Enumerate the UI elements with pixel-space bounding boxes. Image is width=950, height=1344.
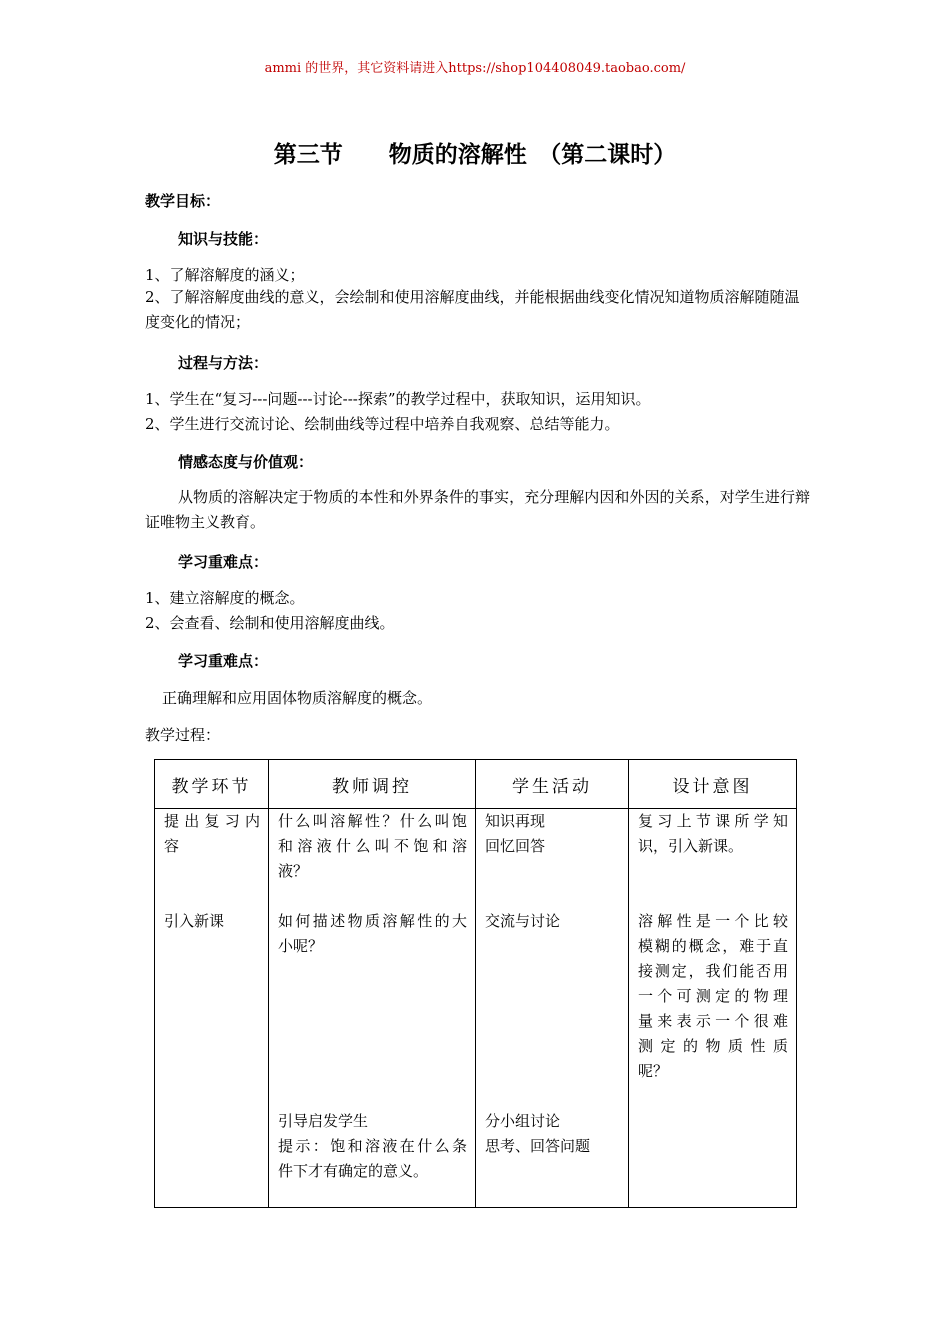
header-student-activity: 学生活动	[476, 760, 629, 809]
stage-line: 引入新课	[164, 912, 225, 930]
teacher-line: 小呢？	[278, 937, 324, 955]
teacher-line: 液？	[278, 862, 309, 880]
key-point-1: 1、建立溶解度的概念。	[145, 589, 305, 607]
intent-line: 接测定，我们能否用	[638, 962, 788, 980]
difficult-points-text: 正确理解和应用固体物质溶解度的概念。	[162, 689, 433, 707]
process-item-2: 2、学生进行交流讨论、绘制曲线等过程中培养自我观察、总结等能力。	[145, 415, 620, 433]
header-teacher-control: 教师调控	[269, 760, 476, 809]
student-line: 思考、回答问题	[485, 1137, 591, 1155]
page-header-watermark: ammi 的世界，其它资料请进入https://shop104408049.taobao.com/	[264, 61, 686, 76]
knowledge-item-1: 1、了解溶解度的涵义；	[145, 266, 305, 284]
objectives-heading: 教学目标：	[145, 192, 221, 210]
teacher-line: 如何描述物质溶解性的大	[278, 912, 467, 930]
stage-line: 容	[164, 837, 180, 855]
teacher-line: 件下才有确定的意义。	[278, 1162, 429, 1180]
student-line: 交流与讨论	[485, 912, 561, 930]
intent-line: 溶解性是一个比较	[638, 912, 788, 930]
design-intent-cell	[629, 809, 797, 1208]
intent-line: 复习上节课所学知	[638, 812, 788, 830]
teacher-line: 什么叫溶解性？什么叫饱	[278, 812, 467, 830]
teacher-control-cell	[269, 809, 476, 1208]
key-points-heading: 学习重难点：	[178, 553, 269, 571]
difficult-points-heading: 学习重难点：	[178, 652, 269, 670]
stage-line: 提出复习内	[164, 812, 260, 830]
process-heading: 过程与方法：	[178, 354, 269, 372]
intent-line: 测定的物质性质	[638, 1037, 788, 1055]
teaching-stage-cell	[155, 809, 269, 1208]
key-point-2: 2、会查看、绘制和使用溶解度曲线。	[145, 614, 395, 632]
knowledge-item-2: 2、了解溶解度曲线的意义，会绘制和使用溶解度曲线，并能根据曲线变化情况知道物质溶解随随温度变化的情况；	[145, 288, 800, 331]
teacher-line: 和溶液什么叫不饱和溶	[278, 837, 467, 855]
intent-line: 模糊的概念，难于直	[638, 937, 788, 955]
header-design-intent: 设计意图	[629, 760, 797, 809]
knowledge-heading: 知识与技能：	[178, 230, 269, 248]
intent-line: 呢？	[638, 1062, 669, 1080]
teaching-process-label: 教学过程：	[145, 726, 221, 744]
student-line: 分小组讨论	[485, 1112, 561, 1130]
intent-line: 一个可测定的物理	[638, 987, 788, 1005]
teacher-line: 引导启发学生	[278, 1112, 369, 1130]
attitude-text: 从物质的溶解决定于物质的本性和外界条件的事实，充分理解内因和外因的关系，对学生进行辩证唯物主义教育。	[145, 488, 810, 531]
student-line: 回忆回答	[485, 837, 546, 855]
student-line: 知识再现	[485, 812, 546, 830]
intent-line: 量来表示一个很难	[638, 1012, 788, 1030]
process-item-1: 1、学生在“复习---问题---讨论---探索”的教学过程中，获取知识，运用知识。	[145, 390, 651, 408]
page-title: 第三节 物质的溶解性 （第二课时）	[273, 142, 677, 168]
attitude-heading: 情感态度与价值观：	[178, 453, 314, 471]
lesson-plan-table	[154, 759, 797, 1208]
intent-line: 识，引入新课。	[638, 837, 744, 855]
header-teaching-stage: 教学环节	[155, 760, 269, 809]
teacher-line: 提示：饱和溶液在什么条	[278, 1137, 467, 1155]
student-activity-cell	[476, 809, 629, 1208]
